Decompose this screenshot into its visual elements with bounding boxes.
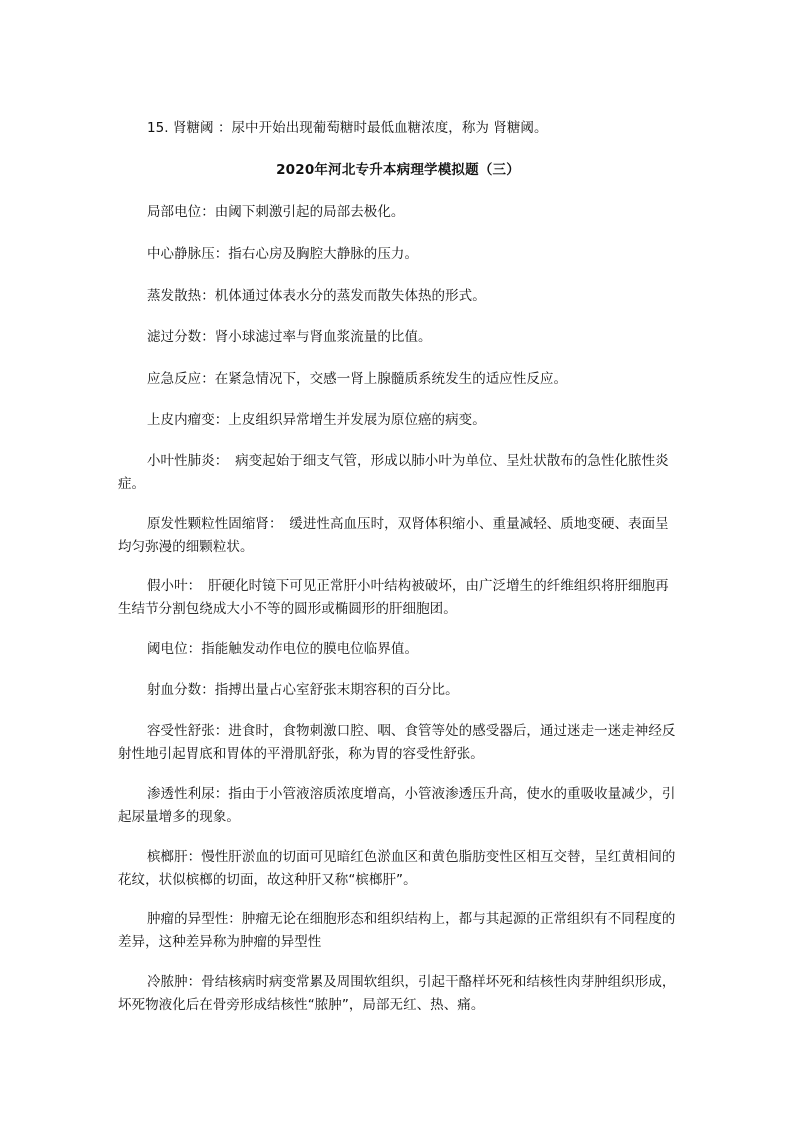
definition-entry: 原发性颗粒性固缩肾： 缓进性高血压时，双肾体积缩小、重量减轻、质地变硬、表面呈均匀弥漫的细颗粒状。 <box>118 516 669 555</box>
definition-entry: 上皮内瘤变：上皮组织异常增生并发展为原位癌的病变。 <box>147 412 486 428</box>
definition-entry: 假小叶： 肝硬化时镜下可见正常肝小叶结构被破坏，由广泛增生的纤维组织将肝细胞再生结节分割包绕成大小不等的圆形或椭圆形的肝细胞团。 <box>118 578 669 617</box>
definition-entry: 肿瘤的异型性：肿瘤无论在细胞形态和组织结构上，都与其起源的正常组织有不同程度的差异，这种差异称为肿瘤的异型性 <box>118 911 676 950</box>
definition-entry: 冷脓肿：骨结核病时病变常累及周围软组织，引起干酪样坏死和结核性肉芽肿组织形成，坏死物液化后在骨旁形成结核性“脓肿”，局部无红、热、痛。 <box>118 974 676 1013</box>
definition-entry: 应急反应：在紧急情况下，交感一肾上腺髓质系统发生的适应性反应。 <box>147 371 568 387</box>
definition-entry: 滤过分数：肾小球滤过率与肾血浆流量的比值。 <box>147 329 432 345</box>
definition-entry: 渗透性利尿：指由于小管液溶质浓度增高，小管液渗透压升高，使水的重吸收量减少，引起尿量增多的现象。 <box>118 786 676 825</box>
page-title: 2020年河北专升本病理学模拟题（三） <box>276 162 520 178</box>
definition-entry: 射血分数：指搏出量占心室舒张末期容积的百分比。 <box>147 682 459 698</box>
definition-entry: 小叶性肺炎： 病变起始于细支气管，形成以肺小叶为单位、呈灶状散布的急性化脓性炎症。 <box>118 453 669 492</box>
definition-entry: 中心静脉压：指右心房及胸腔大静脉的压力。 <box>147 246 418 262</box>
definition-entry: 蒸发散热：机体通过体表水分的蒸发而散失体热的形式。 <box>147 288 486 304</box>
intro-definition: 15. 肾糖阈 ：尿中开始出现葡萄糖时最低血糖浓度，称为 肾糖阈。 <box>147 120 548 136</box>
definition-entry: 局部电位：由阈下刺激引起的局部去极化。 <box>147 204 405 220</box>
definition-entry: 容受性舒张：进食时，食物刺激口腔、咽、食管等处的感受器后，通过迷走一迷走神经反射性地引起胃底和胃体的平滑肌舒张，称为胃的容受性舒张。 <box>118 723 676 762</box>
definition-entry: 阈电位：指能触发动作电位的膜电位临界值。 <box>147 641 418 657</box>
definition-entry: 槟榔肝：慢性肝淤血的切面可见暗红色淤血区和黄色脂肪变性区相互交替，呈红黄相间的花纹，状似槟榔的切面，故这种肝又称“槟榔肝”。 <box>118 849 676 888</box>
